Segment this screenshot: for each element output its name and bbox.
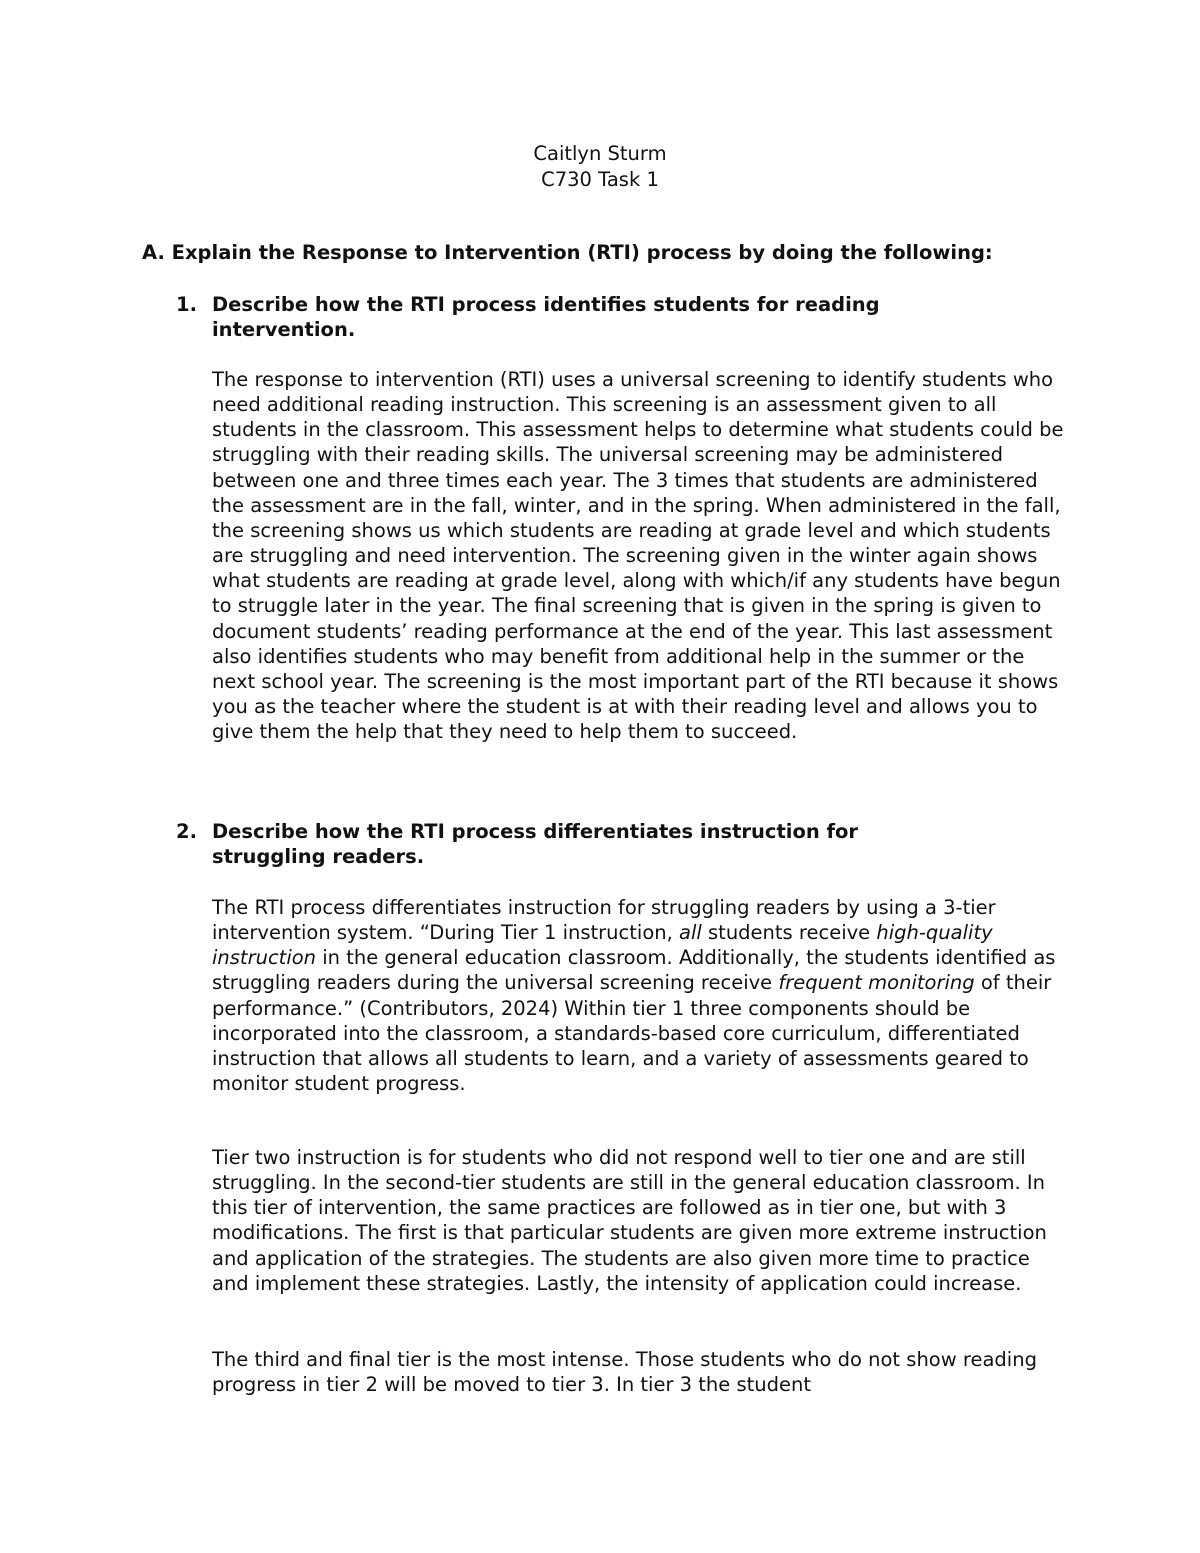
emphasis-all: all <box>679 921 702 945</box>
text-run: in the general education classroom. Additionally, the students identified as struggling readers during the universal screening receive <box>212 946 1056 995</box>
item-2-paragraph-1 <box>212 895 1057 1096</box>
item-2-number: 2. <box>176 820 197 843</box>
item-2-paragraph-3-text: The third and final tier is the most intense. Those students who do not show reading progress in tier 2 will be moved to tier 3. In tier 3 the student <box>212 1348 1037 1397</box>
text-run: The RTI process differentiates instruction for struggling readers by using a 3-tier intervention system. “During Tier 1 instruction, <box>212 896 996 945</box>
emphasis-high-quality-instruction: high-quality instruction <box>212 921 993 970</box>
author-name: Caitlyn Sturm <box>533 142 667 165</box>
item-2-paragraph-1-text <box>212 895 1057 1096</box>
text-run: students receive <box>701 921 877 945</box>
item-2-title: Describe how the RTI process differentiates instruction for struggling readers. <box>212 820 859 868</box>
item-1-paragraph <box>212 367 1072 744</box>
item-2-paragraph-2 <box>212 1145 1072 1296</box>
item-2-paragraph-2-text: Tier two instruction is for students who did not respond well to tier one and are still struggling. In the second-tier students are still in the general education classroom. In this tier of intervention, the same practices are followed as in tier one, but with 3 modifications. The first is that particular students are given more extreme instruction and application of the strategies. The students are also given more time to practice and implement these strategies. Lastly, the intensity of application could increase. <box>212 1146 1047 1295</box>
item-1-paragraph-text: The response to intervention (RTI) uses a universal screening to identify students who need additional reading instruction. This screening is an assessment given to all students in the classroom. This assessment helps to determine what students could be struggling with their reading skills. The universal screening may be administered between one and three times each year. The 3 times that students are administered the assessment are in the fall, winter, and in the spring. When administered in the fall, the screening shows us which students are reading at grade level and which students are struggling and need intervention. The screening given in the winter again shows what students are reading at grade level, along with which/if any students have begun to struggle later in the year. The final screening that is given in the spring is given to document students’ reading performance at the end of the year. This last assessment also identifies students who may benefit from additional help in the summer or the next school year. The screening is the most important part of the RTI because it shows you as the teacher where the student is at with their reading level and allows you to give them the help that they need to help them to succeed. <box>212 368 1064 744</box>
task-title: C730 Task 1 <box>541 168 659 191</box>
text-run: of their performance.” (Contributors, 2024) Within tier 1 three components should be incorporated into the classroom, a standards-based core curriculum, differentiated instruction that allows all students to learn, and a variety of assessments geared to monitor student progress. <box>212 971 1052 1096</box>
item-1-title: Describe how the RTI process identifies students for reading intervention. <box>212 293 880 341</box>
item-2-paragraph-3 <box>212 1347 1072 1397</box>
section-a-heading: A. Explain the Response to Intervention (RTI) process by doing the following: <box>142 241 993 264</box>
item-1-number: 1. <box>176 293 197 316</box>
emphasis-frequent-monitoring: frequent monitoring <box>778 971 975 995</box>
